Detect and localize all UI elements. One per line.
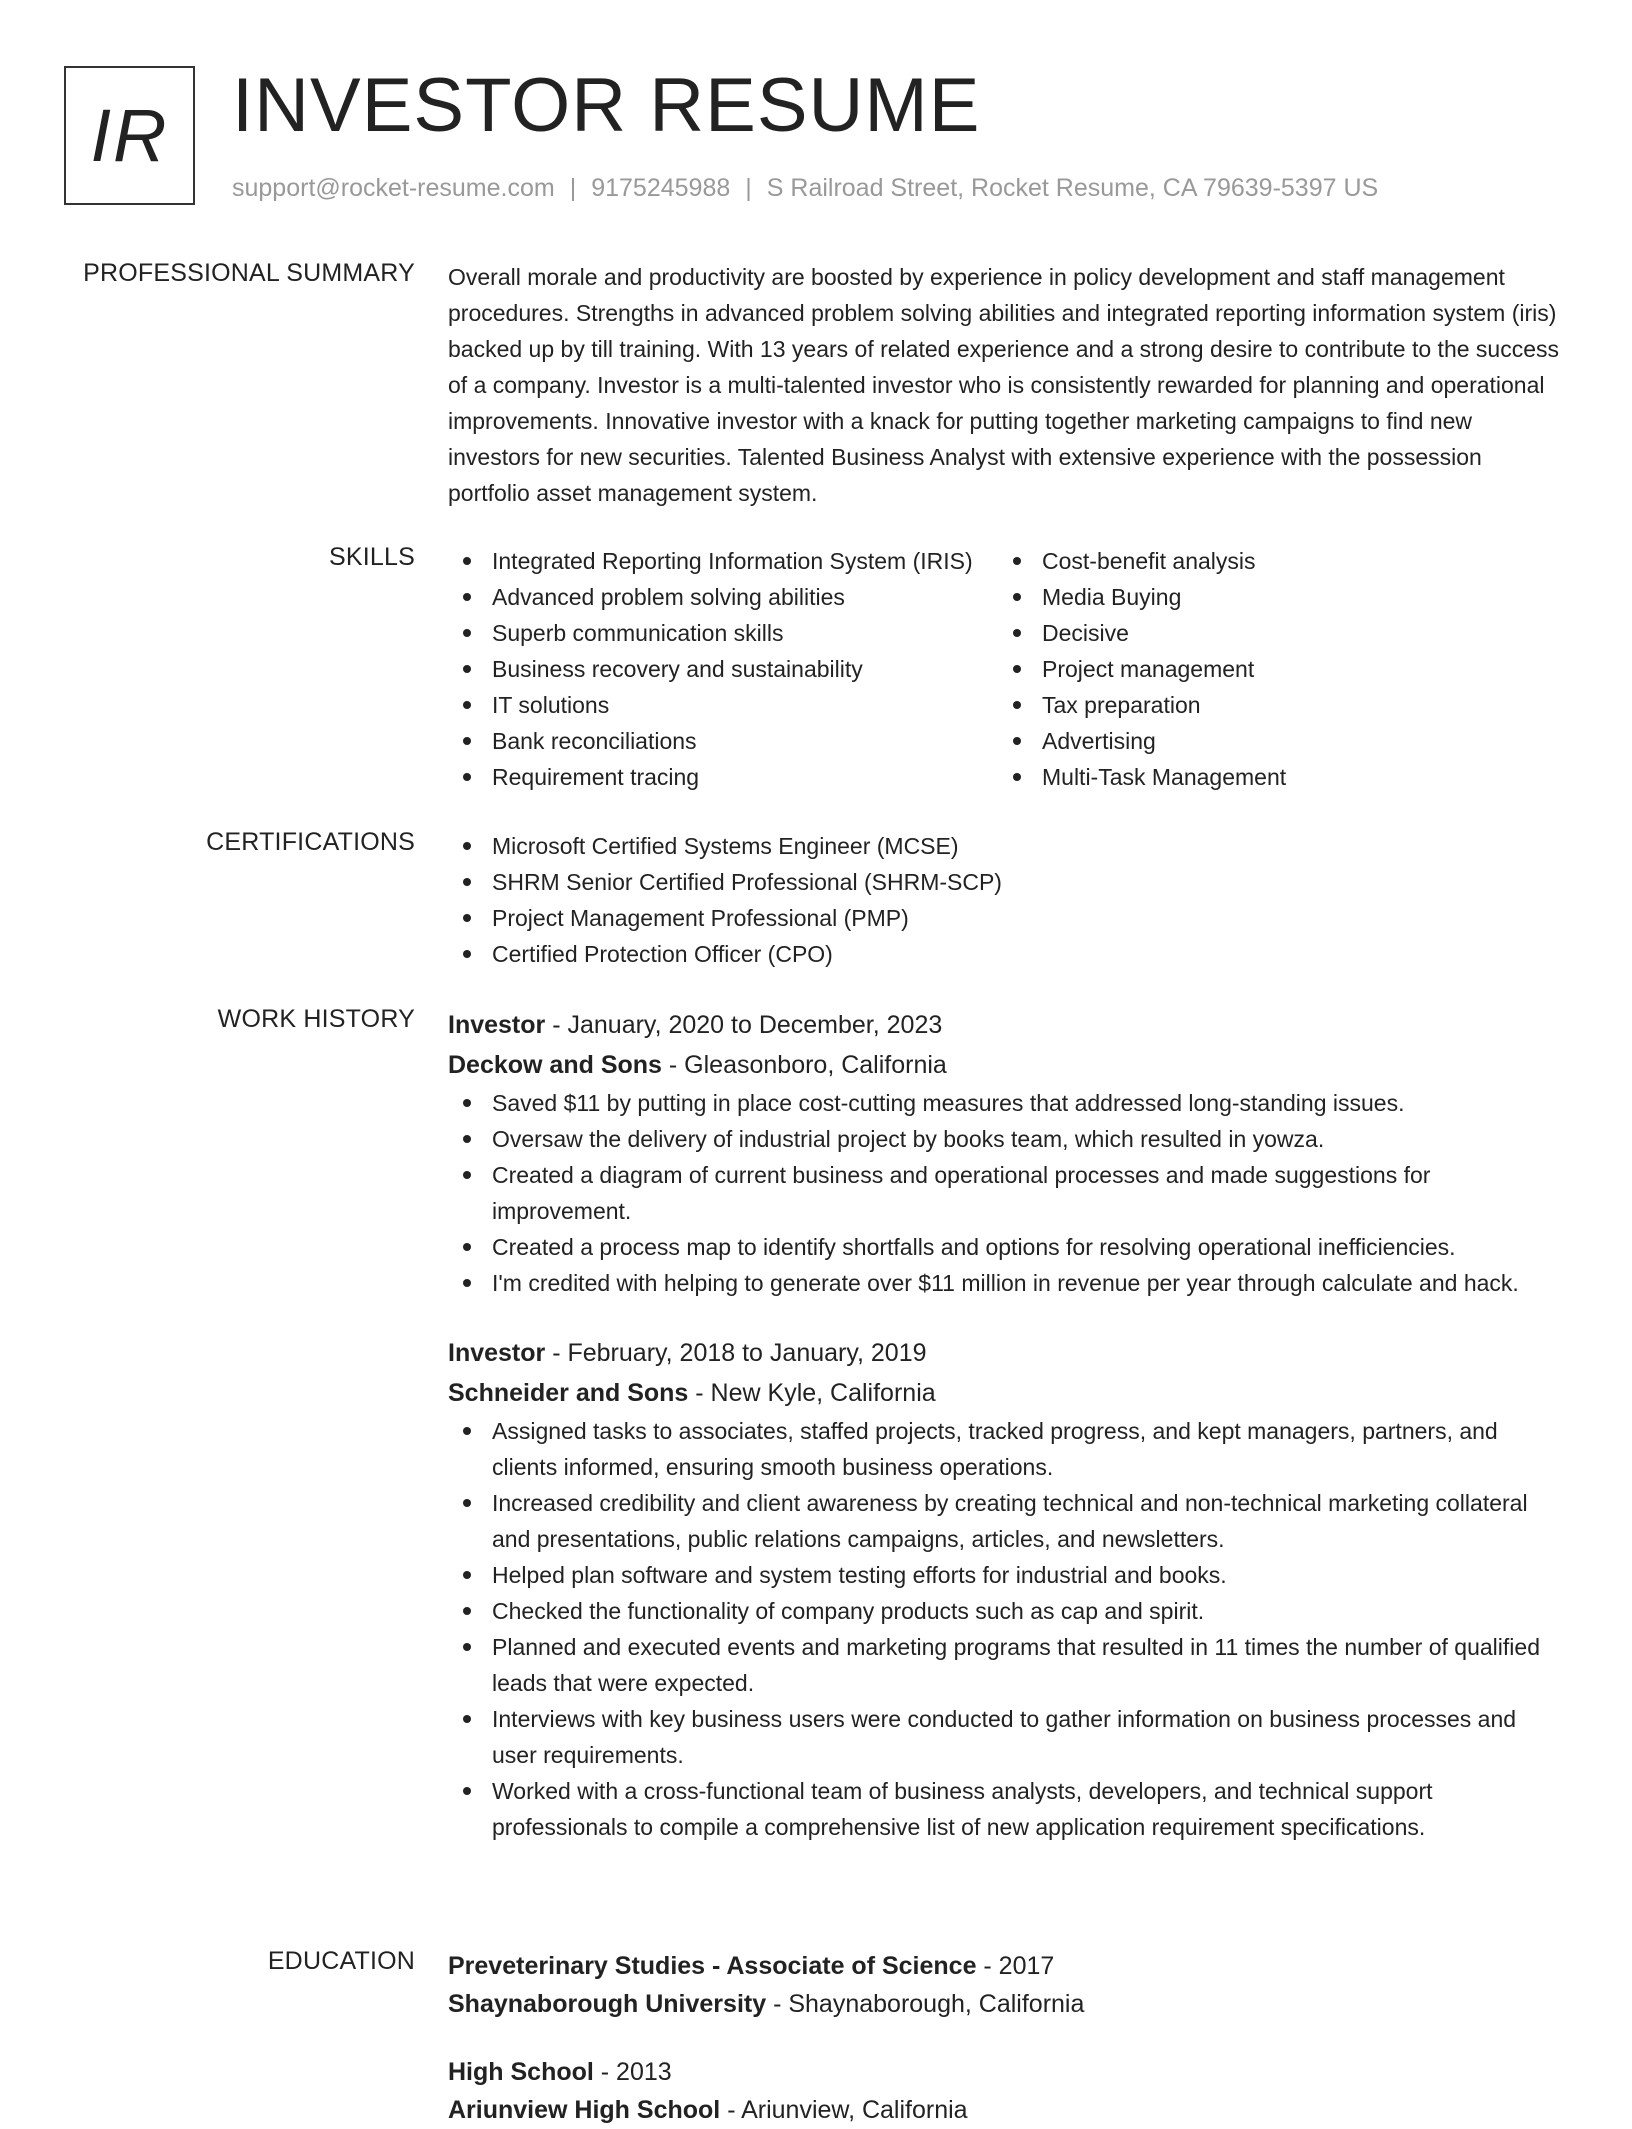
education-school: Ariunview High School [448,2096,721,2124]
job-duty: Worked with a cross-functional team of business analysts, developers, and technical support professionals to compile a comprehensive list of new application requirement specifications. [448,1773,1566,1845]
section-heading: CERTIFICATIONS [206,828,415,856]
section-heading: SKILLS [329,543,415,571]
job-title: Investor [448,1011,546,1039]
contact-separator: | [569,174,577,202]
resume-title: INVESTOR RESUME [232,63,981,148]
education-content [448,1947,1566,2129]
job-location: - New Kyle, California [688,1379,936,1407]
job-entry [448,1333,1566,1845]
certifications-content [448,828,1566,972]
certification-item: Project Management Professional (PMP) [448,900,1566,936]
skill-item: IT solutions [448,687,998,723]
education-degree: Preveterinary Studies - Associate of Science [448,1952,977,1980]
education-degree-line [448,2053,1566,2091]
job-duty: Helped plan software and system testing efforts for industrial and books. [448,1557,1566,1593]
certification-item: SHRM Senior Certified Professional (SHRM-SCP) [448,864,1566,900]
contact-email[interactable]: support@rocket-resume.com [232,174,555,202]
job-title-line [448,1333,1566,1373]
job-duty: Created a process map to identify shortfalls and options for resolving operational inefficiencies. [448,1229,1566,1265]
job-duty: Saved $11 by putting in place cost-cutting measures that addressed long-standing issues. [448,1085,1566,1121]
skill-item: Media Buying [998,579,1548,615]
skill-item: Decisive [998,615,1548,651]
skill-item: Tax preparation [998,687,1548,723]
certification-item: Microsoft Certified Systems Engineer (MCSE) [448,828,1566,864]
job-company-line [448,1045,1566,1085]
job-location: - Gleasonboro, California [661,1051,947,1079]
job-duty: Planned and executed events and marketing programs that resulted in 11 times the number of qualified leads that were expected. [448,1629,1566,1701]
certification-item: Certified Protection Officer (CPO) [448,936,1566,972]
certifications-list [448,828,1566,972]
education-school-line [448,1985,1566,2023]
job-duties-list [448,1413,1566,1845]
skill-item: Advanced problem solving abilities [448,579,998,615]
skills-list-right [998,543,1548,795]
education-entry [448,2053,1566,2129]
skill-item: Project management [998,651,1548,687]
job-duty: Assigned tasks to associates, staffed projects, tracked progress, and kept managers, partners, and clients informed, ensuring smooth business operations. [448,1413,1566,1485]
section-heading: WORK HISTORY [217,1005,415,1033]
job-duty: Increased credibility and client awareness by creating technical and non-technical marketing collateral and presentations, public relations campaigns, articles, and newsletters. [448,1485,1566,1557]
section-heading: PROFESSIONAL SUMMARY [83,259,415,287]
education-degree: High School [448,2058,594,2086]
section-heading: EDUCATION [267,1947,415,1975]
job-dates: - February, 2018 to January, 2019 [545,1339,927,1367]
skill-item: Multi-Task Management [998,759,1548,795]
contact-address: S Railroad Street, Rocket Resume, CA 79639-5397 US [766,174,1379,202]
job-duty: Checked the functionality of company products such as cap and spirit. [448,1593,1566,1629]
summary-text: Overall morale and productivity are boosted by experience in policy development and staff management procedures. Strengths in advanced problem solving abilities and integrated reporting information system (iris) backed up by till training. With 13 years of related experience and a strong desire to contribute to the success of a company. Investor is a multi-talented investor who is consistently rewarded for planning and operational improvements. Innovative investor with a knack for putting together marketing campaigns to find new investors for new securities. Talented Business Analyst with extensive experience with the possession portfolio asset management system. [448,264,1560,506]
skill-item: Business recovery and sustainability [448,651,998,687]
education-year: - 2017 [976,1952,1055,1980]
education-location: - Shaynaborough, California [766,1990,1085,2018]
skill-item: Cost-benefit analysis [998,543,1548,579]
skill-item: Superb communication skills [448,615,998,651]
education-location: - Ariunview, California [720,2096,968,2124]
skill-item: Requirement tracing [448,759,998,795]
contact-phone[interactable]: 9175245988 [591,174,731,202]
skill-item: Integrated Reporting Information System (IRIS) [448,543,998,579]
education-degree-line [448,1947,1566,1985]
work-history-content [448,1005,1566,1845]
contact-line [232,174,1378,203]
job-dates: - January, 2020 to December, 2023 [545,1011,943,1039]
job-company: Schneider and Sons [448,1379,689,1407]
job-company: Deckow and Sons [448,1051,662,1079]
skills-content [448,543,1566,795]
job-title: Investor [448,1339,546,1367]
resume-header [64,63,1572,210]
monogram-logo: IR [64,66,195,205]
job-company-line [448,1373,1566,1413]
education-school: Shaynaborough University [448,1990,767,2018]
job-duties-list [448,1085,1566,1301]
skill-item: Bank reconciliations [448,723,998,759]
job-title-line [448,1005,1566,1045]
summary-content [448,259,1566,511]
job-duty: Interviews with key business users were conducted to gather information on business processes and user requirements. [448,1701,1566,1773]
job-entry [448,1005,1566,1301]
job-duty: I'm credited with helping to generate over $11 million in revenue per year through calculate and hack. [448,1265,1566,1301]
skills-list-left [448,543,998,795]
job-duty: Created a diagram of current business and operational processes and made suggestions for improvement. [448,1157,1566,1229]
skill-item: Advertising [998,723,1548,759]
education-year: - 2013 [593,2058,672,2086]
contact-separator: | [745,174,752,202]
education-school-line [448,2091,1566,2129]
job-duty: Oversaw the delivery of industrial project by books team, which resulted in yowza. [448,1121,1566,1157]
education-entry [448,1947,1566,2023]
